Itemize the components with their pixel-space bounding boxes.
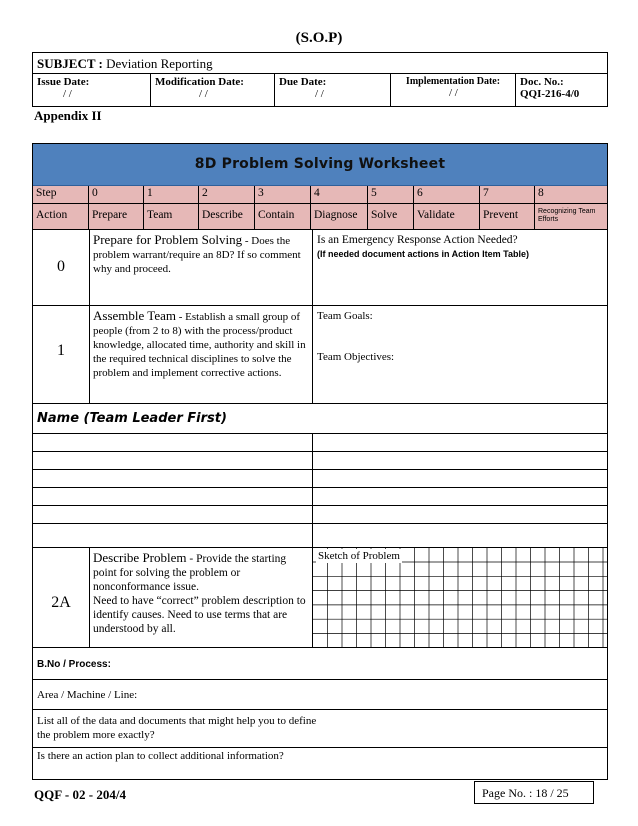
doc-no-cell <box>516 74 607 106</box>
dates-row <box>32 73 608 107</box>
action-cell: Recognizing Team Efforts <box>538 208 596 223</box>
modification-date-value: / / <box>199 88 208 100</box>
step-cell: 8 <box>538 187 544 199</box>
subject-value: Deviation Reporting <box>106 56 213 71</box>
step-cell: 3 <box>255 186 311 203</box>
step-cell: 4 <box>311 186 368 203</box>
implementation-date-cell <box>391 74 516 106</box>
appendix-label: Appendix II <box>34 108 102 123</box>
issue-date-value: / / <box>63 88 72 100</box>
team-objectives-label: Team Objectives: <box>317 351 395 363</box>
team-name-header-row <box>33 404 607 434</box>
step-cell: 7 <box>480 186 535 203</box>
step0-text: - Does the problem warrant/require an 8D? If so comment why and proceed. <box>93 235 301 275</box>
data-documents-question: List all of the data and documents that might help you to define the problem more exactly? <box>37 715 317 741</box>
worksheet-title-bar <box>33 144 607 186</box>
step2a-number: 2A <box>51 594 71 611</box>
action-cell: Prevent <box>480 204 535 229</box>
area-machine-label: Area / Machine / Line: <box>37 689 138 701</box>
team-name-row[interactable] <box>33 470 607 488</box>
step-label: Step <box>33 186 89 203</box>
due-date-label: Due Date: <box>279 76 327 88</box>
step-cell: 5 <box>368 186 414 203</box>
step0-row <box>33 230 607 306</box>
action-cell: Solve <box>368 204 414 229</box>
modification-date-label: Modification Date: <box>155 76 244 88</box>
area-machine-row[interactable] <box>33 680 607 710</box>
action-cell: Team <box>144 204 199 229</box>
issue-date-cell <box>33 74 151 106</box>
modification-date-cell <box>151 74 275 106</box>
action-label: Action <box>33 204 89 229</box>
implementation-date-label: Implementation Date: <box>405 76 501 87</box>
step-cell: 0 <box>89 186 144 203</box>
team-name-header: Name (Team Leader First) <box>37 411 227 426</box>
team-name-row[interactable] <box>33 524 607 548</box>
step2a-text: - Provide the starting point for solving the problem or nonconformance issue. <box>93 553 287 593</box>
step2a-heading: Describe Problem <box>93 550 187 565</box>
due-date-cell <box>275 74 391 106</box>
action-plan-question: Is there an action plan to collect additional information? <box>37 750 284 762</box>
action-cell: Describe <box>199 204 255 229</box>
issue-date-label: Issue Date: <box>37 76 90 88</box>
emergency-question: Is an Emergency Response Action Needed? <box>317 234 518 246</box>
doc-no-label: Doc. No.: <box>520 76 564 88</box>
step2a-text2: Need to have “correct” problem description to identify causes. Need to use terms that are understood by all. <box>93 595 306 635</box>
action-cell: Validate <box>414 204 480 229</box>
action-plan-row[interactable] <box>33 748 607 779</box>
step2a-row <box>33 548 607 648</box>
team-goals-label: Team Goals: <box>317 310 373 322</box>
step-cell: 1 <box>144 186 199 203</box>
step-cell: 2 <box>199 186 255 203</box>
step1-heading: Assemble Team <box>93 308 176 323</box>
step0-heading: Prepare for Problem Solving <box>93 232 243 247</box>
worksheet-table <box>32 143 608 780</box>
team-name-row[interactable] <box>33 506 607 524</box>
step1-number: 1 <box>57 342 65 359</box>
implementation-date-value: / / <box>449 87 458 99</box>
worksheet-title: 8D Problem Solving Worksheet <box>194 156 446 172</box>
emergency-note: (If needed document actions in Action Item Table) <box>317 249 530 259</box>
team-name-row[interactable] <box>33 488 607 506</box>
subject-label: SUBJECT : <box>37 56 103 71</box>
action-cell: Diagnose <box>311 204 368 229</box>
step1-row <box>33 306 607 404</box>
sketch-label: Sketch of Problem <box>318 550 400 562</box>
team-name-row[interactable] <box>33 452 607 470</box>
sketch-grid[interactable] <box>313 548 607 648</box>
action-row <box>33 204 607 230</box>
team-name-row[interactable] <box>33 434 607 452</box>
footer-form-number: QQF - 02 - 204/4 <box>34 787 126 802</box>
subject-row <box>32 52 608 74</box>
action-cell: Prepare <box>89 204 144 229</box>
step0-number: 0 <box>57 258 65 275</box>
sop-title: (S.O.P) <box>295 30 343 46</box>
step-row <box>33 186 607 204</box>
batch-process-row[interactable] <box>33 648 607 680</box>
due-date-value: / / <box>315 88 324 100</box>
step-cell: 6 <box>414 186 480 203</box>
page-number: Page No. : 18 / 25 <box>474 781 594 804</box>
step1-text: - Establish a small group of people (from 2 to 8) with the process/product knowledge, allocated time, authority and skill in the required technical disciplines to solve the problem and implement corrective actions. <box>93 311 306 379</box>
doc-no-value: QQI-216-4/0 <box>520 88 580 100</box>
data-documents-row[interactable] <box>33 710 607 748</box>
batch-process-label: B.No / Process: <box>37 659 111 670</box>
action-cell: Contain <box>255 204 311 229</box>
